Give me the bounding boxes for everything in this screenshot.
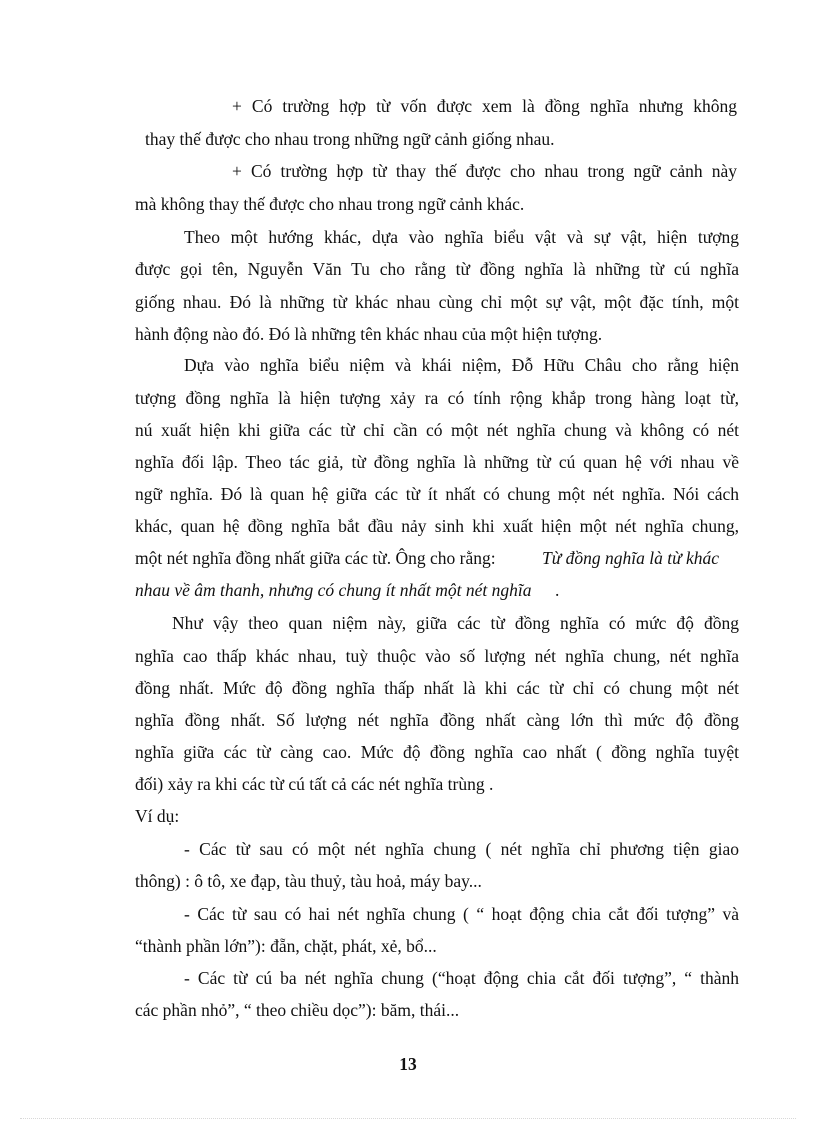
text-line: + Có trường hợp từ vốn được xem là đồng nghĩa nhưng không: [232, 96, 737, 116]
text-line: các phần nhỏ”, “ theo chiều dọc”): băm, thái...: [135, 1000, 460, 1020]
text-line: Theo một hướng khác, dựa vào nghĩa biểu vật và sự vật, hiện tượng: [184, 227, 739, 247]
text-line: được gọi tên, Nguyễn Văn Tu cho rằng từ đồng nghĩa là những từ cú nghĩa: [135, 259, 739, 279]
text-line: tượng đồng nghĩa là hiện tượng xảy ra có tính rộng khắp trong hàng loạt từ,: [135, 388, 739, 408]
text-line: thông) : ô tô, xe đạp, tàu thuỷ, tàu hoả, máy bay...: [135, 871, 482, 891]
text-line: nghĩa giữa các từ càng cao. Mức độ đồng nghĩa cao nhất ( đồng nghĩa tuyệt: [135, 742, 739, 762]
text-line: nú xuất hiện khi giữa các từ chỉ cần có một nét nghĩa chung và không có nét: [135, 420, 739, 440]
text-line: mà không thay thế được cho nhau trong ngữ cảnh khác.: [135, 194, 525, 214]
text-line: Như vậy theo quan niệm này, giữa các từ đồng nghĩa có mức độ đồng: [172, 613, 739, 633]
text-line: Ví dụ:: [135, 806, 180, 826]
text-line: - Các từ sau có hai nét nghĩa chung ( “ hoạt động chia cắt đối tượng” và: [184, 904, 739, 924]
text-line: - Các từ sau có một nét nghĩa chung ( nét nghĩa chỉ phương tiện giao: [184, 839, 739, 859]
text-line: khác, quan hệ đồng nghĩa bắt đầu nảy sinh khi xuất hiện một nét nghĩa chung,: [135, 516, 739, 536]
text-line: Dựa vào nghĩa biểu niệm và khái niệm, Đỗ Hữu Châu cho rằng hiện: [184, 355, 739, 375]
italic-quote: Từ đồng nghĩa là từ khác: [542, 548, 720, 568]
text-line: một nét nghĩa đồng nhất giữa các từ. Ông cho rằng:: [135, 548, 496, 568]
text-line: nghĩa đối lập. Theo tác giả, từ đồng nghĩa là những từ cú quan hệ với nhau về: [135, 452, 739, 472]
text-line: giống nhau. Đó là những từ khác nhau cùng chỉ một sự vật, một đặc tính, một: [135, 292, 739, 312]
italic-quote: nhau về âm thanh, nhưng có chung ít nhất một nét nghĩa: [135, 580, 532, 600]
text-line: - Các từ cú ba nét nghĩa chung (“hoạt động chia cắt đối tượng”, “ thành: [184, 968, 739, 988]
text-line: nghĩa đồng nhất. Số lượng nét nghĩa đồng nhất càng lớn thì mức độ đồng: [135, 710, 739, 730]
text-line: “thành phần lớn”): đẵn, chặt, phát, xẻ, bổ...: [135, 936, 437, 956]
text-line: thay thế được cho nhau trong những ngữ cảnh giống nhau.: [145, 129, 555, 149]
text-line: đối) xảy ra khi các từ cú tất cả các nét nghĩa trùng .: [135, 774, 494, 794]
text-line: + Có trường hợp từ thay thế được cho nhau trong ngữ cảnh này: [232, 161, 737, 181]
text-line: hành động nào đó. Đó là những tên khác nhau của một hiện tượng.: [135, 324, 603, 344]
text-line: nghĩa cao thấp khác nhau, tuỳ thuộc vào số lượng nét nghĩa chung, nét nghĩa: [135, 646, 739, 666]
text-line: ngữ nghĩa. Đó là quan hệ giữa các từ ít nhất có chung một nét nghĩa. Nói cách: [135, 484, 739, 504]
footer-divider: [20, 1118, 796, 1119]
text-line: đồng nhất. Mức độ đồng nghĩa thấp nhất là khi các từ chỉ có chung một nét: [135, 678, 739, 698]
page-number: 13: [399, 1054, 417, 1074]
text-line: .: [555, 580, 560, 600]
